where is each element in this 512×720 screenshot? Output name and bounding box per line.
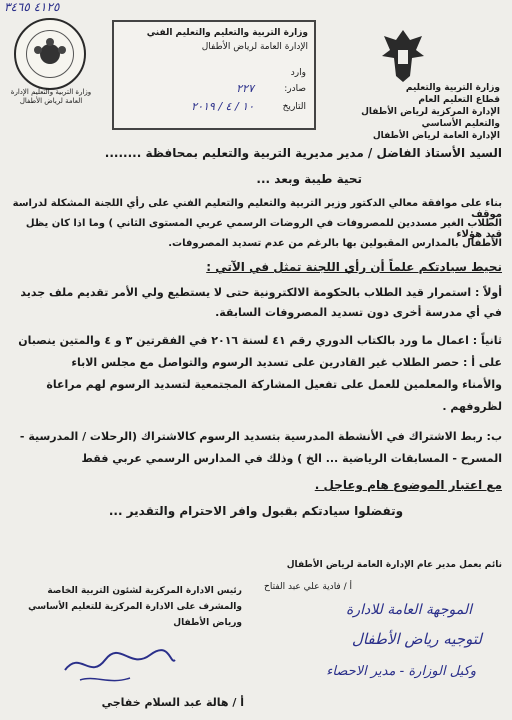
item-1-line-2: في أي مدرسة أخرى دون تسديد المصروفات السابقة.	[215, 306, 502, 319]
right-signatory-title: نائم بعمل مدير عام الإدارة العامة لرياض الأطفال	[286, 560, 502, 570]
item-2-line-1: ثانياً : اعمال ما ورد بالكتاب الدوري رقم ٤١ لسنة ٢٠١٦ في الفقرتين ٣ و ٤ والمتين ينصبان	[18, 334, 502, 347]
header-line-2: قطاع التعليم العام	[418, 95, 500, 105]
header-line-1: وزارة التربية والتعليم	[405, 83, 500, 93]
notice-heading: نحيط سيادتكم علماً أن رأي اللجنة تمثل في الآتي :	[206, 260, 502, 274]
item-2-line-2: على أ : حصر الطلاب غير القادرين على تسديد الرسوم والتواصل مع مجلس الاباء	[71, 356, 502, 369]
header-line-5: الإدارة العامة لرياض الأطفال	[372, 131, 500, 141]
stamp-sadir-label: صادر:	[284, 84, 306, 94]
left-signatory-line-2: والمشرف على الادارة المركزية للتعليم الأساسي	[28, 602, 242, 612]
salutation: السيد الأستاذ الفاضل / مدير مديرية التربية والتعليم بمحافظة ........	[104, 146, 502, 160]
stamp-line-2: الإدارة العامة لرياض الأطفال	[201, 42, 308, 52]
greeting: تحية طيبة وبعد ...	[256, 172, 362, 186]
paragraph-1-line-3: الأطفال بالمدارس المقبولين بها بالرغم من عدم تسديد المصروفات.	[168, 238, 502, 249]
stamp-date-value: ١٠ / ٤ / ٢٠١٩	[191, 100, 254, 113]
item-2-line-4: لظروفهم .	[442, 400, 502, 413]
right-signatory-name: أ / فادية علي عبد الفتاح	[264, 582, 352, 592]
seal-caption: وزارة التربية والتعليم الإدارة العامة لرياض الأطفال	[10, 88, 92, 105]
important-note: مع اعتبار الموضوع هام وعاجل .	[314, 478, 502, 492]
left-handwritten-signature	[60, 640, 180, 690]
eagle-emblem-icon	[380, 26, 426, 84]
header-line-3: الإدارة المركزية لرياض الأطفال	[361, 107, 500, 117]
stamp-sadir-value: ٢٢٧	[236, 82, 254, 95]
right-handwriting-3: وكيل الوزارة - مدير الاحصاء	[326, 664, 476, 679]
item-1-line-1: أولاً : استمرار قيد الطلاب بالحكومة الالكترونية حتى لا يستطيع ولي الأمر تقديم ملف جديد	[20, 286, 502, 299]
closing-line: وتفضلوا سيادتكم بقبول وافر الاحترام والتقدير ...	[108, 504, 404, 518]
handwritten-annotation: ٤١٢٥ ٣٤٦٥	[4, 0, 60, 14]
stamp-line-1: وزارة التربية والتعليم والتعليم الفني	[146, 28, 308, 38]
ministry-header	[320, 82, 500, 142]
stamp-date-label: التاريخ	[282, 102, 306, 112]
item-2-line-3: والأمناء والمعلمين للعمل على تفعيل المشاركة المجتمعية لتسديد الرسوم لهم مراعاة	[46, 378, 502, 391]
right-handwriting-2: لتوجيه رياض الأطفال	[351, 630, 482, 648]
item-3-line-2: المسرح - المسابقات الرياضية ... الخ ) وذلك في المدارس الرسمي عربي فقط	[81, 452, 502, 465]
registry-stamp	[112, 20, 316, 130]
item-3-line-1: ب: ربط الاشتراك في الأنشطة المدرسية بتسديد الرسوم كالاشتراك (الرحلات / المدرسية -	[19, 430, 502, 443]
left-signatory-name: أ / هالة عبد السلام خفاجي	[101, 696, 244, 709]
stamp-warid-label: وارد	[290, 68, 306, 78]
paragraph-1-line-1: بناء على موافقة معالي الدكتور وزير التربية والتعليم والتعليم الفني على رأي اللجنة المشكلة لدراسة موقف	[12, 198, 502, 220]
header-line-4: والتعليم الأساسي	[421, 119, 500, 129]
paragraph-1-line-2: الطلاب الغير مسددين للمصروفات في الروضات الرسمي عربي المستوى الثاني ) وما اذا كان يظل قيد هؤلاء	[25, 218, 502, 240]
right-handwriting-1: الموجهة العامة للادارة	[345, 602, 472, 618]
left-signatory-line-1: رئيس الادارة المركزية لشئون التربية الخاصة	[47, 586, 242, 596]
ministry-seal-logo	[14, 18, 86, 90]
left-signatory-line-3: ورياض الأطفال	[173, 618, 242, 628]
